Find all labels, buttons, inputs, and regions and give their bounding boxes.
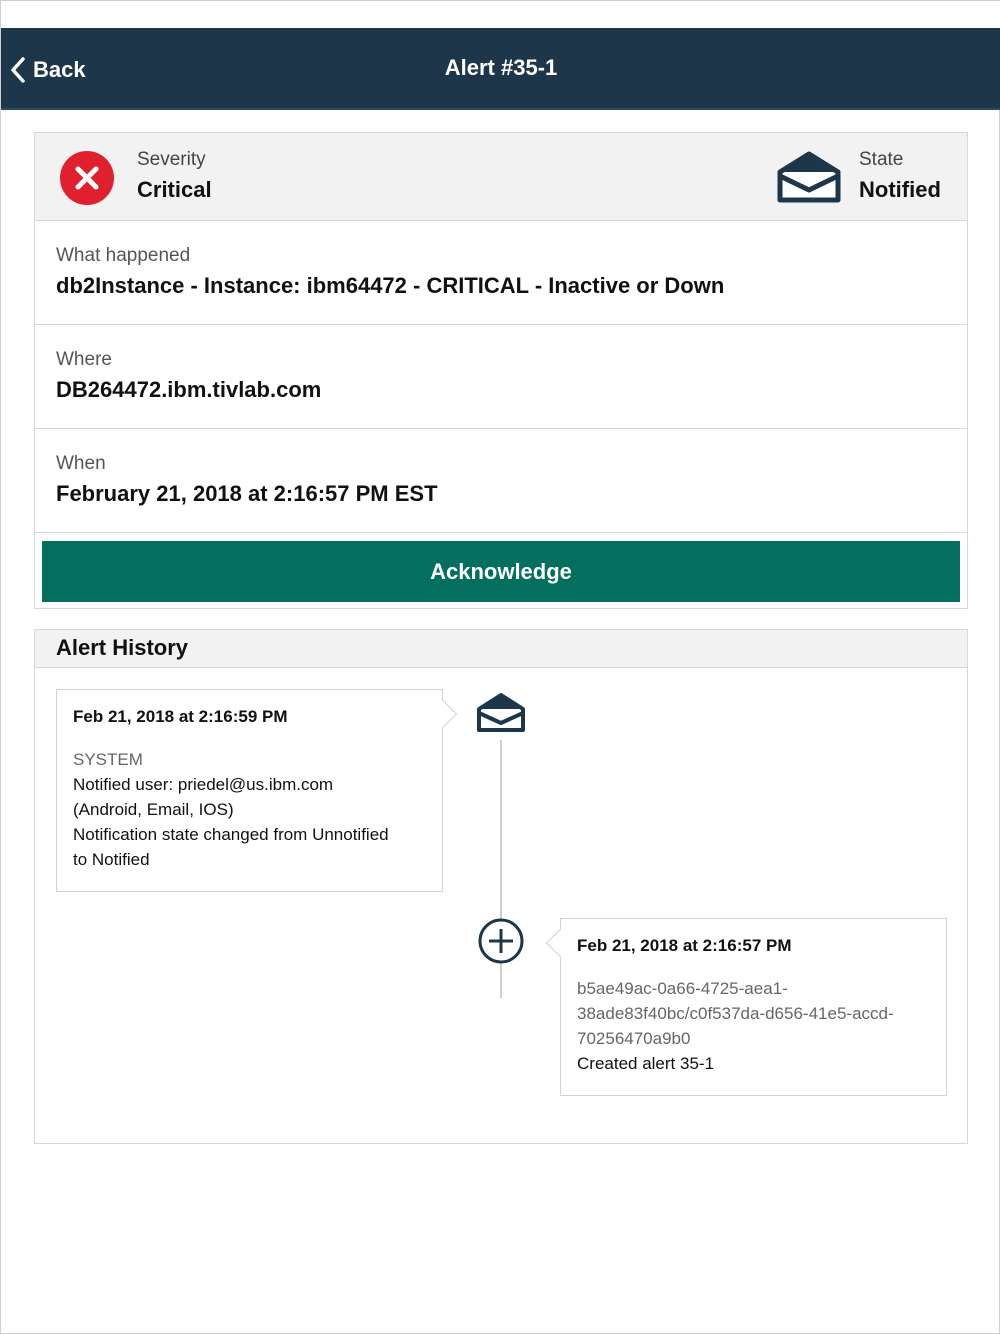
state-value: Notified <box>859 177 941 202</box>
severity-value: Critical <box>137 177 212 202</box>
entry-actor: SYSTEM <box>73 750 143 769</box>
when-label: When <box>56 453 106 474</box>
open-envelope-icon <box>777 150 841 204</box>
where-value: DB264472.ibm.tivlab.com <box>56 377 322 402</box>
entry-detail: to Notified <box>73 850 150 869</box>
entry-detail: Notification state changed from Unnotified <box>73 825 389 844</box>
severity-label: Severity <box>137 149 206 170</box>
alert-history-title: Alert History <box>35 630 967 668</box>
acknowledge-button[interactable]: Acknowledge <box>42 541 960 602</box>
entry-id: 38ade83f40bc/c0f537da-d656-41e5-accd- <box>577 1004 894 1023</box>
critical-x-icon <box>59 150 115 206</box>
nav-bar <box>1 28 1000 110</box>
when-field <box>35 429 967 533</box>
entry-time: Feb 21, 2018 at 2:16:57 PM <box>577 936 792 955</box>
plus-circle-icon <box>477 917 525 965</box>
what-happened-field <box>35 221 967 325</box>
where-label: Where <box>56 349 112 370</box>
open-envelope-icon <box>476 692 526 734</box>
state-label: State <box>859 149 904 170</box>
severity-state-header <box>35 133 967 221</box>
when-value: February 21, 2018 at 2:16:57 PM EST <box>56 481 438 506</box>
what-happened-label: What happened <box>56 245 191 266</box>
what-happened-value: db2Instance - Instance: ibm64472 - CRITICAL - Inactive or Down <box>56 273 725 298</box>
where-field <box>35 325 967 429</box>
entry-time: Feb 21, 2018 at 2:16:59 PM <box>73 707 288 726</box>
entry-action: Created alert 35-1 <box>577 1054 715 1073</box>
state-block <box>859 149 941 203</box>
entry-id: 70256470a9b0 <box>577 1029 691 1048</box>
alert-summary-card <box>34 132 968 609</box>
back-label: Back <box>33 57 86 82</box>
history-entry-created <box>560 918 947 1096</box>
severity-block <box>137 149 212 203</box>
entry-detail: Notified user: priedel@us.ibm.com <box>73 775 334 794</box>
page-title: Alert #35-1 <box>444 55 558 80</box>
status-bar <box>1 1 1000 28</box>
entry-detail: (Android, Email, IOS) <box>73 800 234 819</box>
alert-history-card <box>34 629 968 1144</box>
entry-id: b5ae49ac-0a66-4725-aea1- <box>577 979 788 998</box>
history-entry-notified <box>56 689 443 892</box>
